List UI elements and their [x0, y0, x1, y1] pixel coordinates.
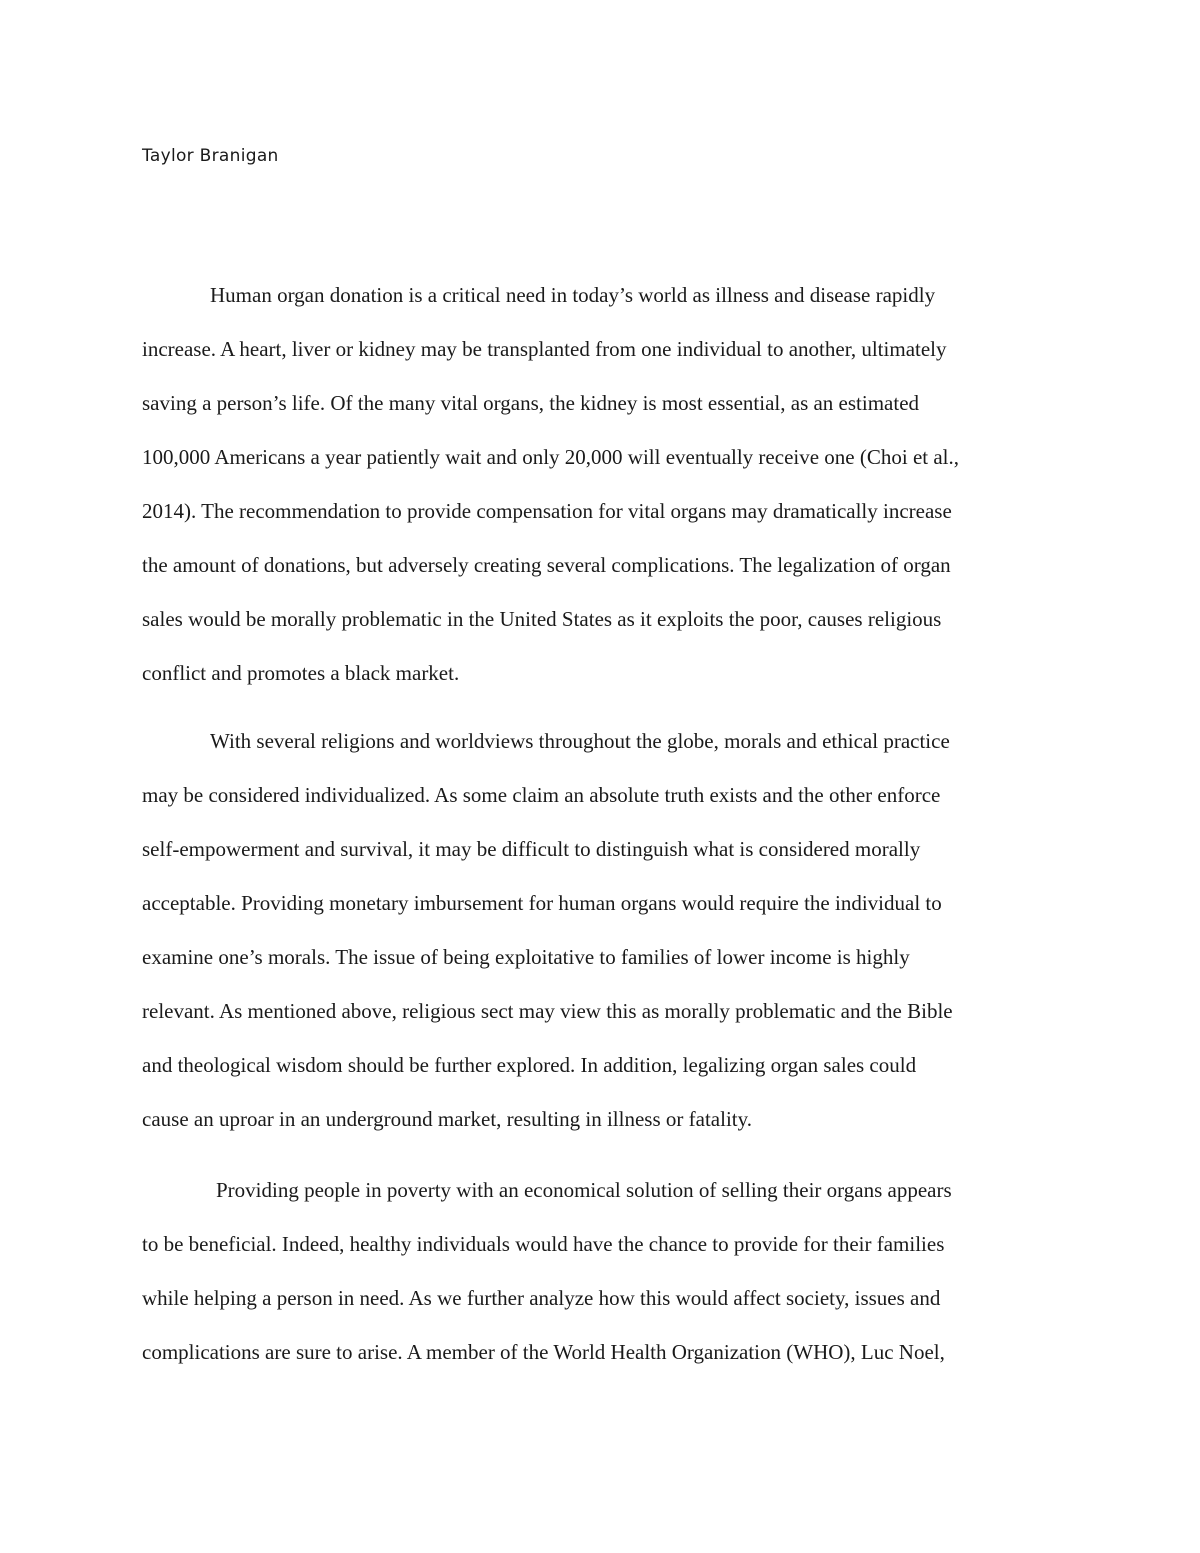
text-line: conflict and promotes a black market. [142, 661, 460, 685]
text-line: examine one’s morals. The issue of being exploitative to families of lower income is highly [142, 945, 910, 969]
text-line: 2014). The recommendation to provide compensation for vital organs may dramatically increase [142, 499, 952, 523]
text-line: increase. A heart, liver or kidney may be transplanted from one individual to another, ultimately [142, 337, 947, 361]
text-line: Providing people in poverty with an economical solution of selling their organs appears [216, 1178, 952, 1202]
text-line: saving a person’s life. Of the many vital organs, the kidney is most essential, as an estimated [142, 391, 920, 415]
text-line: may be considered individualized. As some claim an absolute truth exists and the other enforce [142, 783, 941, 807]
text-line: sales would be morally problematic in the United States as it exploits the poor, causes religious [142, 607, 942, 631]
text-line: With several religions and worldviews throughout the globe, morals and ethical practice [210, 729, 950, 753]
text-line: 100,000 Americans a year patiently wait and only 20,000 will eventually receive one (Choi et al., [142, 445, 960, 469]
text-line: Human organ donation is a critical need in today’s world as illness and disease rapidly [210, 283, 936, 307]
text-line: and theological wisdom should be further explored. In addition, legalizing organ sales could [142, 1053, 917, 1077]
text-line: self-empowerment and survival, it may be difficult to distinguish what is considered morally [142, 837, 921, 861]
author-name: Taylor Branigan [142, 146, 279, 166]
text-line: the amount of donations, but adversely creating several complications. The legalization of organ [142, 553, 951, 577]
text-line: to be beneficial. Indeed, healthy individuals would have the chance to provide for their families [142, 1232, 945, 1256]
text-line: while helping a person in need. As we further analyze how this would affect society, issues and [142, 1286, 941, 1310]
text-line: relevant. As mentioned above, religious sect may view this as morally problematic and the Bible [142, 999, 953, 1023]
text-line: cause an uproar in an underground market, resulting in illness or fatality. [142, 1107, 752, 1131]
text-line: complications are sure to arise. A member of the World Health Organization (WHO), Luc Noel, [142, 1340, 945, 1364]
text-line: acceptable. Providing monetary imbursement for human organs would require the individual to [142, 891, 942, 915]
